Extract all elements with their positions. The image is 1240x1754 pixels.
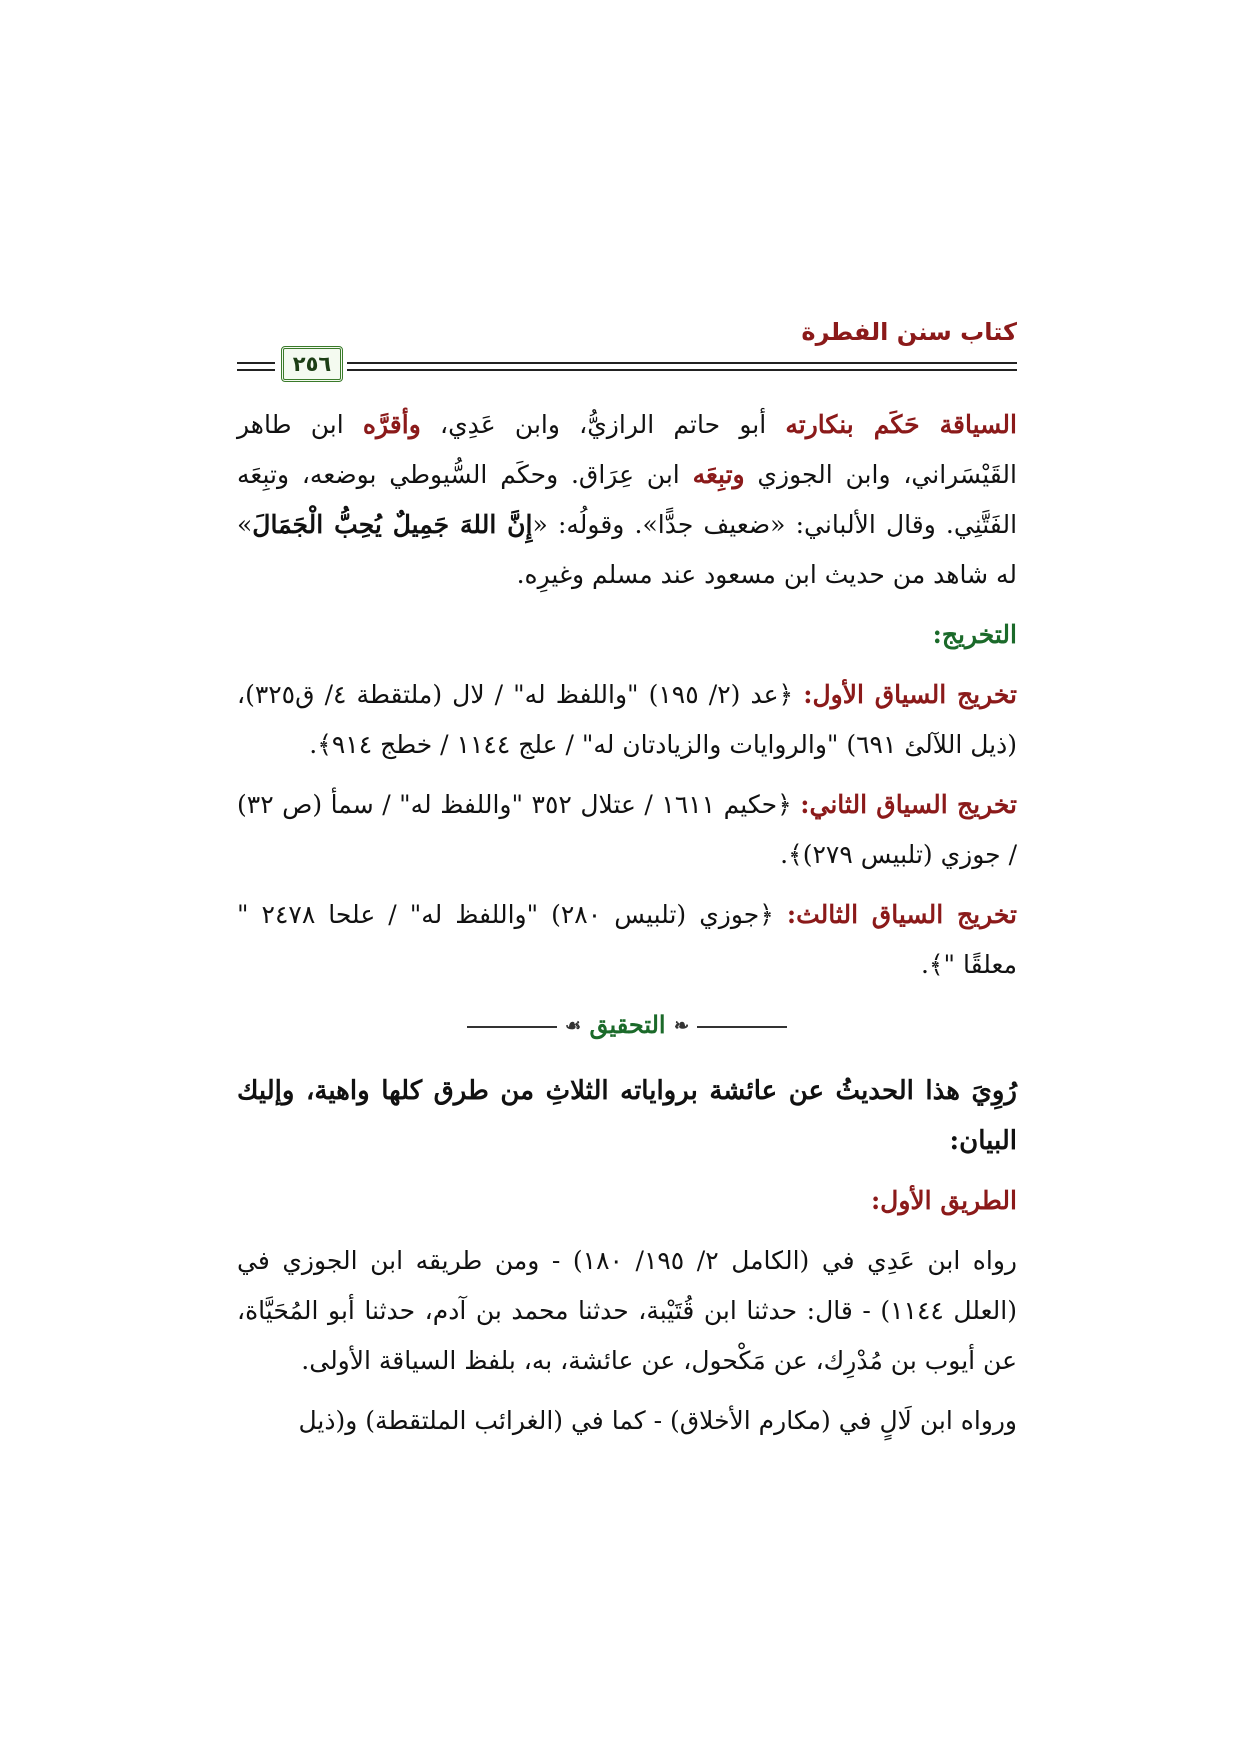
intro-paragraph (237, 400, 1017, 600)
takhrij-item-3 (237, 890, 1017, 990)
takhrij-item-2 (237, 780, 1017, 880)
takhrij-label: تخريج السياق الأول: (803, 680, 1017, 709)
takhrij-text: ﴿جوزي (تلبيس ٢٨٠) "واللفظ له" / علحا ٢٤٧٨ " معلقًا "﴾. (237, 900, 1017, 979)
intro-highlight-5: وتبِعَه (692, 460, 745, 489)
hadith-quote: إِنَّ اللهَ جَمِيلٌ يُحِبُّ الْجَمَالَ (252, 510, 533, 539)
tahqiq-heading: التحقيق (589, 1010, 666, 1039)
page-header (237, 318, 1017, 388)
intro-text-4: ابن طاهر القَيْسَراني، وابن الجوزي (237, 410, 1017, 489)
takhrij-text: ﴿عد (٢/ ١٩٥) "واللفظ له" / لال (ملتقطة ٤/ ق٣٢٥)، (ذيل اللآلئ ٦٩١) "والروايات والزيادتان له" / علج ١١٤٤ / خطج ٩١٤﴾. (237, 680, 1017, 759)
intro-text-6: ابن عِرَاق. وحكَم السُّيوطي بوضعه، وتبِعَه الفَتَّنِي. وقال الألباني: «ضعيف جدًّا». وقولُه: « (237, 460, 1018, 539)
intro-text-8: » له شاهد من حديث ابن مسعود عند مسلم وغيرِه. (237, 510, 1017, 589)
body-paragraph: ورواه ابن لَالٍ في (مكارم الأخلاق) - كما في (الغرائب الملتقطة) و(ذيل (298, 1405, 1017, 1435)
takhrij-label: تخريج السياق الثالث: (786, 900, 1018, 929)
intro-highlight-1: السياقة حَكَم بنكارته (785, 410, 1017, 439)
summary-paragraph: رُوِيَ هذا الحديثُ عن عائشة برواياته الثلاثِ من طرق كلها واهية، وإليك البيان: (237, 1075, 1017, 1156)
header-rule-short (237, 362, 275, 371)
takhrij-label: تخريج السياق الثاني: (800, 790, 1017, 819)
body-paragraph: رواه ابن عَدِي في (الكامل ٢/ ١٩٥/ ١٨٠) - ومن طريقه ابن الجوزي في (العلل ١١٤٤) - قال: حدثنا ابن قُتَيْبة، حدثنا محمد بن آدم، حدثنا أبو المُحَيَّاة، عن أيوب بن مُدْرِك، عن مَكْحول، عن عائشة، به، بلفظ السياقة الأولى. (237, 1245, 1018, 1375)
intro-highlight-3: وأقرَّه (362, 410, 421, 439)
page-content (237, 400, 1017, 1456)
tahqiq-divider (237, 1000, 1017, 1052)
page-number-badge: ٢٥٦ (281, 346, 343, 382)
divider-line (697, 1026, 787, 1028)
book-title: كتاب سنن الفطرة (801, 318, 1017, 346)
intro-text-2: أبو حاتم الرازيُّ، وابن عَدِي، (420, 410, 786, 439)
takhrij-text: ﴿حكيم ١٦١١ / عتلال ٣٥٢ "واللفظ له" / سمأ (ص ٣٢) / جوزي (تلبيس ٢٧٩)﴾. (237, 790, 1017, 869)
divider-line (467, 1026, 557, 1028)
header-rule (347, 362, 1017, 371)
ornament-icon: ☙ (564, 1015, 582, 1037)
first-path-heading: الطريق الأول: (870, 1185, 1017, 1215)
takhrij-item-1 (237, 670, 1017, 770)
takhrij-heading: التخريج: (932, 620, 1017, 649)
ornament-icon: ❧ (673, 1015, 690, 1037)
